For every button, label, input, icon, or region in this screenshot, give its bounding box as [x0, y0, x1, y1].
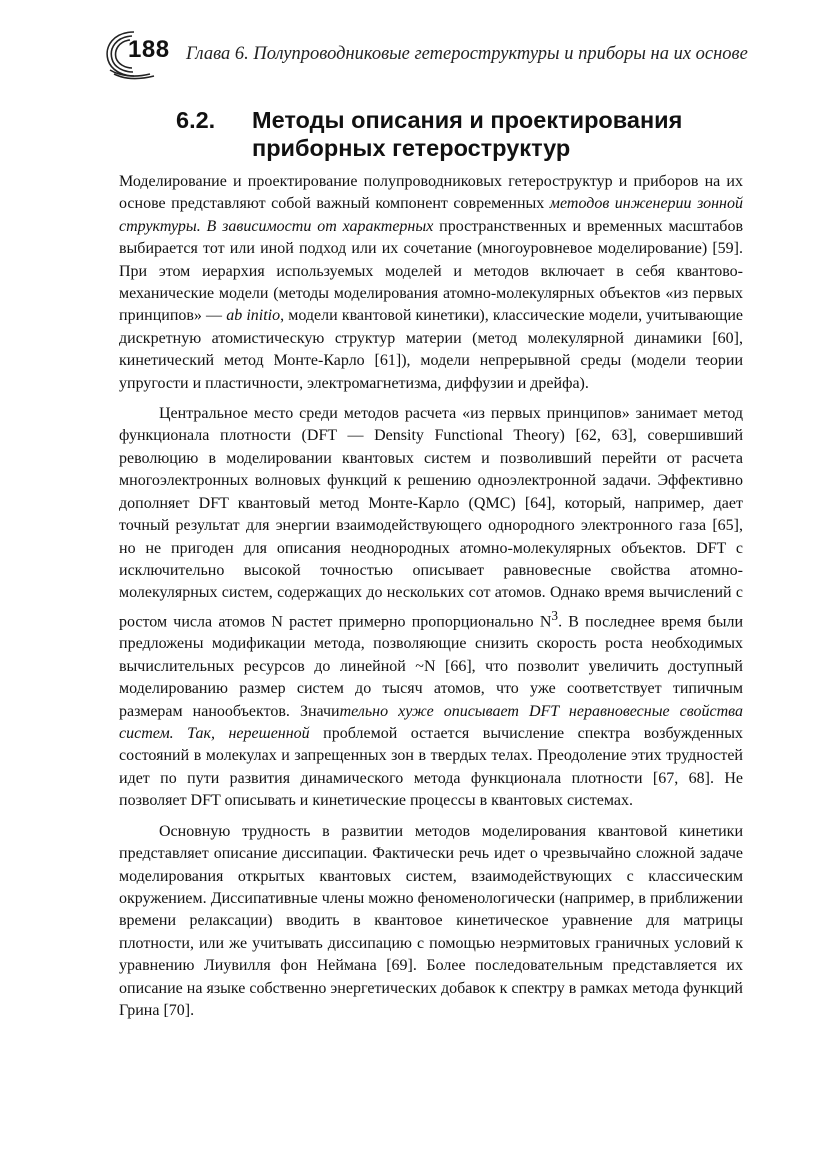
page-header — [100, 26, 748, 86]
section-title-line1: Методы описания и проектирования — [252, 107, 683, 133]
section-heading — [176, 106, 776, 162]
paragraph-2-text-d: проблемой остается вычисление спектра возбужденных состояний в молекулах и запрещенных зон в твердых телах. Преодоление этих трудностей идет по пути развития динамического метода функционала плотности [67, 68]. Не позволяет DFT описывать и кинетические процессы в квантовых системах. — [119, 725, 743, 810]
section-number: 6.2. — [176, 107, 216, 133]
paragraph-2-text-b: . В последнее время были предложены модификации метода, позволяющие снизить скорость роста необходимых вычислительных ресурсов до линейной ~N [66], что позволит увеличить доступный моделированию размер систем до тысяч атомов, что уже соответствует типичным размерам нанообъектов. Значи — [119, 613, 744, 720]
paragraph-1-text-e: , модели квантовой кинетики), классические модели, учитывающие дискретную атомистическую структур материи (метод молекулярной динамики [60], кинетический метод Монте-Карло [61]), модели непрерывной среды (модели теории упругости и пластичности, электромагнетизма, диффузии и дрейфа). — [119, 307, 744, 392]
body-text — [119, 171, 743, 1022]
running-head: Глава 6. Полупроводниковые гетероструктуры и приборы на их основе — [186, 44, 748, 64]
paragraph-3-text-a: Основную трудность в развитии методов моделирования квантовой кинетики представляет описание диссипации. Фактически речь идет о чрезвычайно сложной задаче моделирования открытых квантовых систем, взаимодействующих с классическим окружением. Диссипативные члены можно феноменологически (например, в приближении времени релаксации) вводить в квантовое кинетическое уравнение для матрицы плотности, или же учитывать диссипацию с помощью неэрмитовых граничных условий к уравнению Лиувилля фон Неймана [69]. Более последовательным представляется их описание на языке собственно энергетических добавок к спектру в рамках метода функций Грина [70]. — [119, 822, 743, 1019]
paragraph-1-italic-d: ab initio — [226, 307, 281, 325]
page-number: 188 — [128, 36, 170, 63]
section-title-line2: приборных гетероструктур — [252, 135, 571, 161]
paragraph-2-italic-c: тельно хуже описывает DFT неравновесные свойства систем. Так, нерешенной — [119, 702, 744, 743]
paragraph-2-superscript: 3 — [551, 607, 559, 623]
paragraph-1-text-a: Моделирование и проектирование полупроводниковых гетероструктур и приборов на их основе представляют собой важный компонент современных — [119, 173, 743, 213]
paragraph-1-text-c: пространственных и временных масштабов выбирается тот или иной подход или их сочетание (многоуровневое моделирование) [59]. При этом иерархия используемых моделей и методов включает в себя квантово-механические модели (методы моделирования атомно-молекулярных объектов «из первых принципов» — — [119, 217, 743, 325]
paragraph-3 — [119, 821, 743, 1023]
paragraph-2 — [119, 403, 743, 813]
paragraph-2-text-a: Центральное место среди методов расчета «из первых принципов» занимает метод функционала плотности (DFT — Density Functional Theory) [62, 63], совершивший революцию в моделировании квантовых систем и позволивший перейти от расчета многоэлектронных волновых функций к решению одноэлектронной задачи. Эффективно дополняет DFT квантовый метод Монте-Карло (QMC) [64], который, например, дает точный результат для энергии взаимодействующего однородного электронного газа [65], но не пригоден для описания неоднородных атомно-молекулярных объектов. DFT с исключительно высокой точностью описывает равновесные свойства атомно-молекулярных систем, содержащих до нескольких сот атомов. Однако время вычислений с ростом числа атомов N растет примерно пропорционально N — [119, 405, 743, 631]
paragraph-1 — [119, 171, 743, 395]
paragraph-1-italic-b: методов инженерии зонной структуры. В зависимости от характерных — [119, 195, 743, 235]
